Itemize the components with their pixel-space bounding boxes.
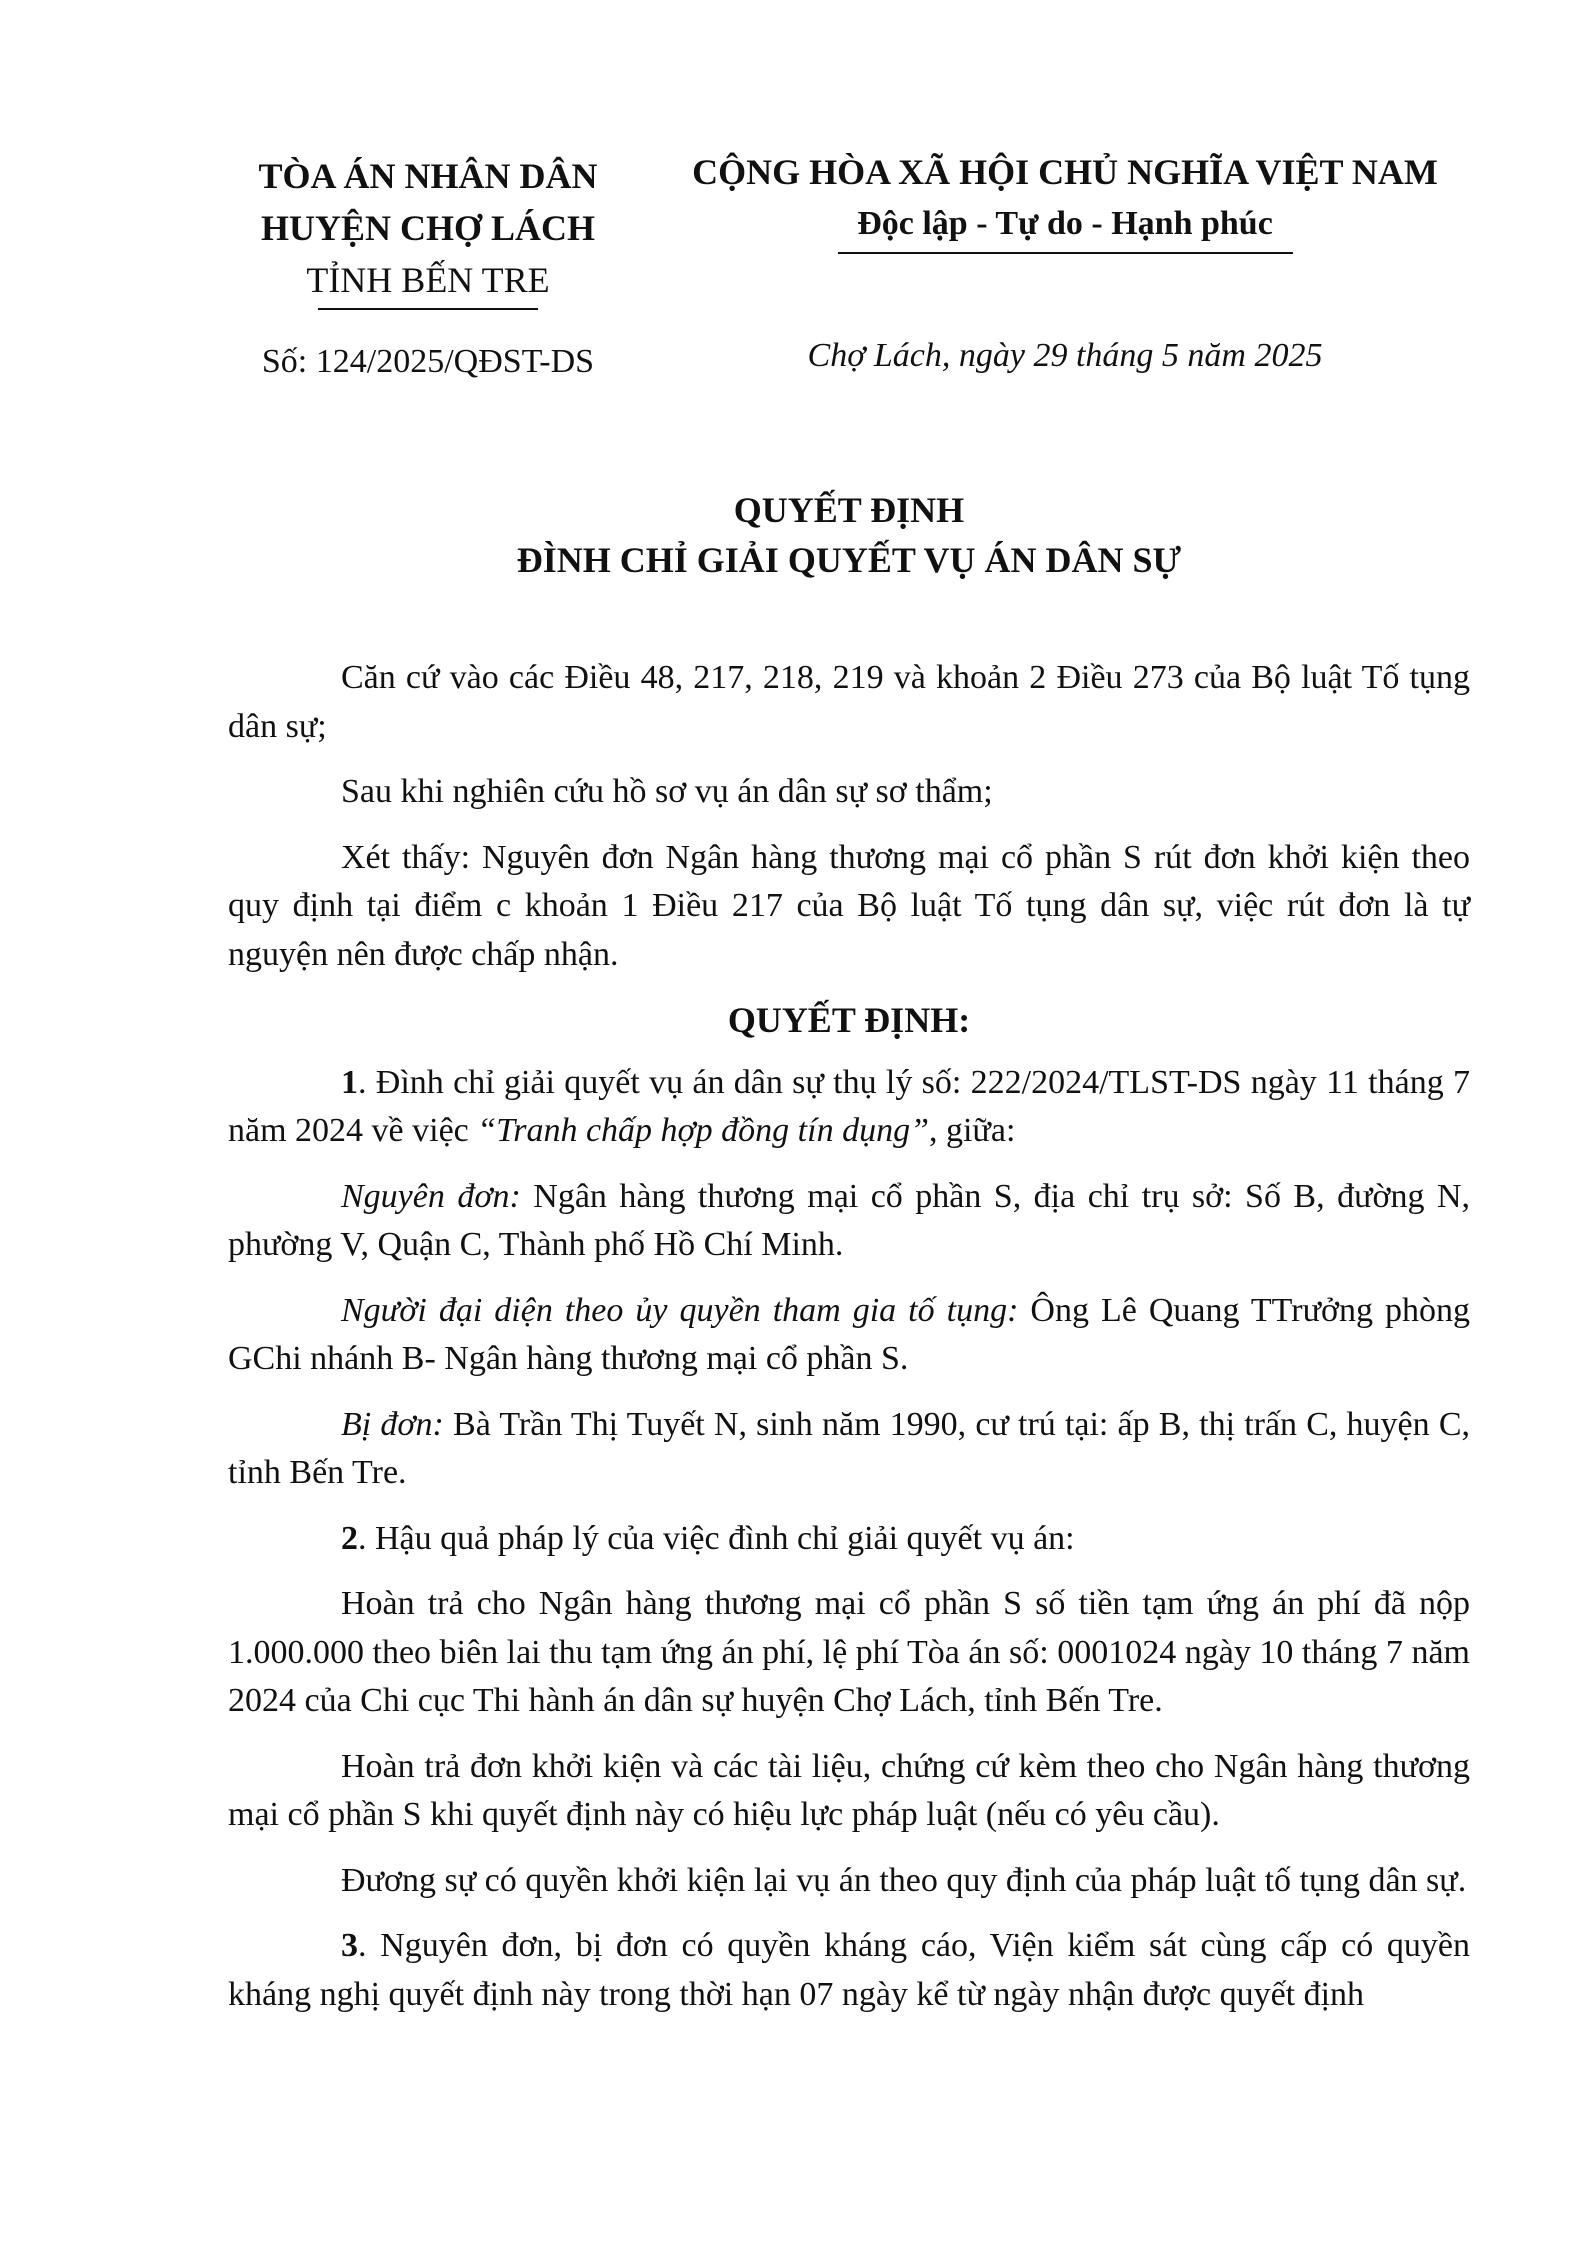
court-name-line1: TÒA ÁN NHÂN DÂN xyxy=(258,156,598,196)
national-header xyxy=(660,146,1470,254)
decision-item-1 xyxy=(228,1059,1470,1156)
motto-rule xyxy=(838,252,1293,254)
refund-fee-paragraph: Hoàn trả cho Ngân hàng thương mại cổ phần S số tiền tạm ứng án phí đã nộp 1.000.000 theo biên lai thu tạm ứng án phí, lệ phí Tòa án số: 0001024 ngày 10 tháng 7 năm 2024 của Chi cục Thi hành án dân sự huyện Chợ Lách, tỉnh Bến Tre. xyxy=(228,1585,1470,1719)
rights-paragraph: Đương sự có quyền khởi kiện lại vụ án theo quy định của pháp luật tố tụng dân sự. xyxy=(341,1861,1467,1899)
item-number: 2 xyxy=(341,1519,358,1557)
place-date: Chợ Lách, ngày 29 tháng 5 năm 2025 xyxy=(807,337,1323,374)
court-header-rule xyxy=(318,308,538,310)
national-motto: Độc lập - Tự do - Hạnh phúc xyxy=(857,205,1273,242)
item-number: 1 xyxy=(341,1063,358,1101)
refund-documents-paragraph: Hoàn trả đơn khởi kiện và các tài liệu, chứng cứ kèm theo cho Ngân hàng thương mại cổ phần S khi quyết định này có hiệu lực pháp luật (nếu có yêu cầu). xyxy=(228,1747,1470,1833)
court-name-line2: HUYỆN CHỢ LÁCH xyxy=(260,208,596,248)
decision-item-2 xyxy=(228,1515,1470,1564)
finding-paragraph: Xét thấy: Nguyên đơn Ngân hàng thương mại cổ phần S rút đơn khởi kiện theo quy định tại điểm c khoản 1 Điều 217 của Bộ luật Tố tụng dân sự, việc rút đơn là tự nguyện nên được chấp nhận. xyxy=(228,838,1470,973)
court-header xyxy=(228,150,628,310)
decision-item-3 xyxy=(228,1922,1470,2019)
document-title: QUYẾT ĐỊNH xyxy=(733,490,965,530)
item-text: . Nguyên đơn, bị đơn có quyền kháng cáo, Viện kiểm sát cùng cấp có quyền kháng nghị quyết định này trong thời hạn 07 ngày kể từ ngày nhận được quyết định xyxy=(228,1927,1470,2013)
representative-text: Ông Lê Quang TTrưởng phòng GChi nhánh B- Ngân hàng thương mại cổ phần S. xyxy=(228,1291,1470,1377)
plaintiff-label: Nguyên đơn: xyxy=(341,1177,521,1215)
document-number: Số: 124/2025/QĐST-DS xyxy=(261,343,595,380)
item-text: . Đình chỉ giải quyết vụ án dân sự thụ lý số: 222/2024/TLST-DS ngày 11 tháng 7 năm 2024 về việc xyxy=(228,1063,1470,1149)
defendant-text: Bà Trần Thị Tuyết N, sinh năm 1990, cư trú tại: ấp B, thị trấn C, huyện C, tỉnh Bến Tre. xyxy=(228,1405,1470,1491)
court-province: TỈNH BẾN TRE xyxy=(306,260,550,300)
nation-name: CỘNG HÒA XÃ HỘI CHỦ NGHĨA VIỆT NAM xyxy=(692,152,1438,192)
representative-label: Người đại diện theo ủy quyền tham gia tố tụng: xyxy=(341,1291,1019,1329)
case-type: “Tranh chấp hợp đồng tín dụng” xyxy=(477,1112,929,1149)
decision-heading: QUYẾT ĐỊNH: xyxy=(727,1000,971,1040)
item-text-end: , giữa: xyxy=(928,1112,1016,1149)
plaintiff-paragraph xyxy=(228,1173,1470,1270)
representative-paragraph xyxy=(228,1287,1470,1384)
legal-basis-paragraph: Căn cứ vào các Điều 48, 217, 218, 219 và khoản 2 Điều 273 của Bộ luật Tố tụng dân sự; xyxy=(228,659,1470,745)
defendant-paragraph xyxy=(228,1401,1470,1498)
item-number: 3 xyxy=(341,1927,358,1964)
document-body xyxy=(228,654,1470,2036)
document-subtitle: ĐÌNH CHỈ GIẢI QUYẾT VỤ ÁN DÂN SỰ xyxy=(516,540,1182,580)
defendant-label: Bị đơn: xyxy=(341,1405,444,1443)
item-text: . Hậu quả pháp lý của việc đình chỉ giải quyết vụ án: xyxy=(358,1519,1075,1557)
plaintiff-text: Ngân hàng thương mại cổ phần S, địa chỉ trụ sở: Số B, đường N, phường V, Quận C, Thành phố Hồ Chí Minh. xyxy=(228,1177,1470,1263)
review-paragraph: Sau khi nghiên cứu hồ sơ vụ án dân sự sơ thẩm; xyxy=(341,773,993,810)
